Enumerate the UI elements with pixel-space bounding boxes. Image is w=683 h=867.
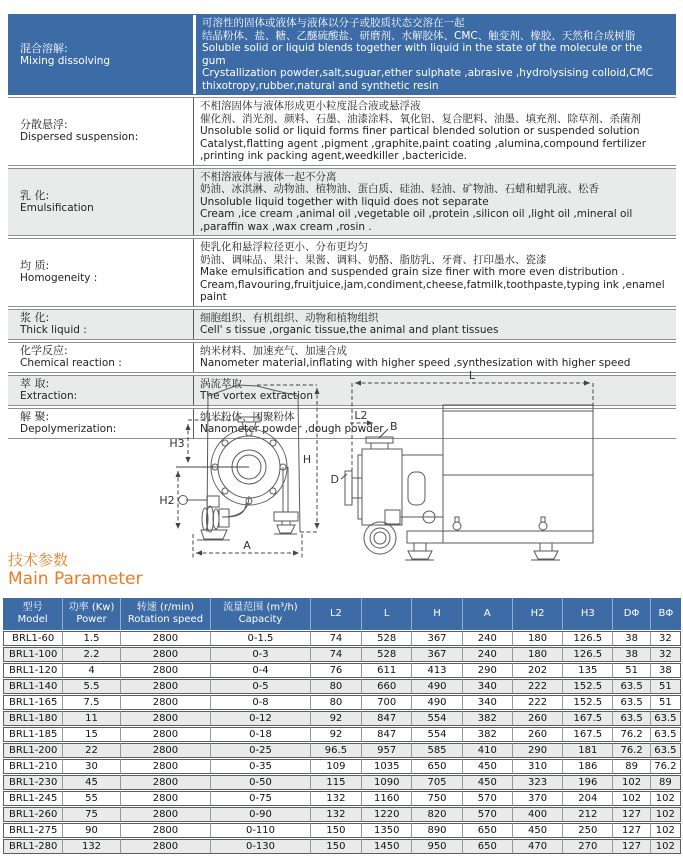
param-cell: 240: [463, 647, 513, 662]
param-cell: 554: [412, 727, 462, 742]
param-col-header-en: Model: [17, 614, 48, 625]
param-cell: 126.5: [563, 647, 613, 662]
param-cell: 0-130: [211, 839, 311, 854]
function-description-cell: [193, 169, 676, 236]
param-cell: 30: [63, 759, 120, 774]
function-description-line: The vortex extraction: [200, 390, 314, 402]
param-cell: 63.5: [613, 695, 650, 710]
param-cell: 847: [362, 711, 412, 726]
param-col-header: L: [362, 598, 412, 630]
bottom-flange: [364, 522, 396, 554]
param-cell: 5.5: [63, 679, 120, 694]
param-cell: 74: [311, 647, 362, 662]
param-cell: 76: [311, 663, 362, 678]
param-cell: 570: [463, 791, 513, 806]
outlet-elbow: [222, 496, 249, 517]
param-cell: 102: [613, 775, 650, 790]
param-cell: 700: [362, 695, 412, 710]
function-description-line: 纳米粉体、团聚粉体: [200, 410, 295, 423]
function-label-cell: [8, 169, 193, 236]
param-cell: 2800: [121, 775, 212, 790]
param-col-header-zh: 转速 (r/min): [136, 602, 195, 613]
function-label-zh: 均 质:: [20, 259, 50, 273]
param-cell: 0-12: [211, 711, 311, 726]
function-label-zh: 萃 取:: [20, 377, 50, 390]
param-cell: 323: [513, 775, 563, 790]
param-cell: 528: [362, 647, 412, 662]
dim-label-h: H: [302, 453, 312, 466]
function-label-zh: 解 聚:: [20, 410, 50, 423]
param-cell: 1450: [362, 839, 412, 854]
param-cell: 750: [412, 791, 462, 806]
param-cell: 63.5: [651, 711, 681, 726]
param-cell: 45: [63, 775, 120, 790]
param-cell: 2800: [121, 711, 212, 726]
model-cell: BRL1-245: [3, 791, 63, 806]
param-cell: 38: [613, 631, 650, 646]
param-cell: 80: [311, 679, 362, 694]
param-cell: 127: [613, 823, 650, 838]
param-cell: 450: [513, 823, 563, 838]
param-cell: 1090: [362, 775, 412, 790]
param-cell: 957: [362, 743, 412, 758]
table-row: [3, 823, 681, 838]
param-cell: 51: [613, 663, 650, 678]
table-row: [3, 647, 681, 662]
function-label-zh: 化学反应:: [20, 344, 68, 357]
param-cell: 135: [563, 663, 613, 678]
function-label-en: Extraction:: [20, 390, 78, 402]
table-row: [3, 679, 681, 694]
param-col-header: L2: [311, 598, 362, 630]
table-row: [3, 743, 681, 758]
param-cell: 75: [63, 807, 120, 822]
param-cell: 660: [362, 679, 412, 694]
function-description-line: Unsoluble solid or liquid forms finer partical blended solution or suspended solution: [200, 125, 640, 137]
top-inlet-flange: [238, 417, 260, 422]
dim-label-b: B: [390, 420, 398, 433]
param-cell: 63.5: [613, 711, 650, 726]
function-label-zh: 分散悬浮:: [20, 118, 68, 132]
param-cell: 528: [362, 631, 412, 646]
param-cell: 74: [311, 631, 362, 646]
function-description-cell: [193, 310, 676, 339]
param-cell: 2800: [121, 807, 212, 822]
function-description-line: Nanometer powder ,dough powder: [200, 423, 384, 435]
param-cell: 250: [563, 823, 613, 838]
param-cell: 290: [463, 663, 513, 678]
param-cell: 76.2: [613, 727, 650, 742]
param-cell: 2800: [121, 759, 212, 774]
param-cell: 367: [412, 631, 462, 646]
param-cell: 63.5: [651, 743, 681, 758]
param-cell: 92: [311, 711, 362, 726]
param-col-header-en: Power: [76, 614, 107, 625]
param-cell: 0-4: [211, 663, 311, 678]
param-cell: 2800: [121, 679, 212, 694]
table-row: [3, 807, 681, 822]
function-label-cell: [8, 15, 193, 94]
param-cell: 310: [513, 759, 563, 774]
param-cell: 413: [412, 663, 462, 678]
param-cell: 132: [311, 791, 362, 806]
param-cell: 127: [613, 839, 650, 854]
param-cell: 367: [412, 647, 462, 662]
function-description-line: 使乳化和悬浮粒径更小、分布更均匀: [200, 241, 368, 253]
function-row: [8, 97, 676, 166]
param-cell: 89: [613, 759, 650, 774]
param-cell: 585: [412, 743, 462, 758]
param-cell: 0-3: [211, 647, 311, 662]
param-col-header-zh: 流量范围 (m³/h): [223, 602, 298, 613]
param-cell: 152.5: [563, 695, 613, 710]
param-cell: 89: [651, 775, 681, 790]
function-description-line: Cell' s tissue ,organic tissue,the animal and plant tissues: [200, 324, 499, 336]
table-row: [3, 775, 681, 790]
table-row: [3, 727, 681, 742]
param-cell: 2800: [121, 663, 212, 678]
model-cell: BRL1-120: [3, 663, 63, 678]
param-cell: 150: [311, 823, 362, 838]
param-cell: 847: [362, 727, 412, 742]
function-label-zh: 浆 化:: [20, 311, 50, 324]
param-cell: 340: [463, 695, 513, 710]
param-cell: 650: [412, 759, 462, 774]
outlet-flange: [345, 471, 352, 505]
param-col-header: [121, 598, 212, 630]
param-cell: 132: [311, 807, 362, 822]
function-description-line: 奶油、冰淇淋、动物油、植物油、蛋白质、硅油、轻油、矿物油、石蜡和蜡乳液、松香: [200, 183, 599, 195]
param-cell: 0-110: [211, 823, 311, 838]
param-cell: 0-25: [211, 743, 311, 758]
function-label-en: Thick liquid :: [20, 324, 87, 336]
param-cell: 152.5: [563, 679, 613, 694]
param-cell: 180: [513, 631, 563, 646]
param-cell: 102: [651, 839, 681, 854]
param-cell: 80: [311, 695, 362, 710]
param-cell: 4: [63, 663, 120, 678]
function-row: [8, 14, 676, 95]
param-cell: 0-75: [211, 791, 311, 806]
param-cell: 167.5: [563, 727, 613, 742]
model-cell: BRL1-140: [3, 679, 63, 694]
param-cell: 204: [563, 791, 613, 806]
param-cell: 222: [513, 695, 563, 710]
param-cell: 290: [513, 743, 563, 758]
param-cell: 180: [513, 647, 563, 662]
param-cell: 340: [463, 679, 513, 694]
param-cell: 400: [513, 807, 563, 822]
dim-label-l: L: [468, 369, 476, 382]
model-cell: BRL1-280: [3, 839, 63, 854]
param-cell: 450: [463, 759, 513, 774]
function-label-zh: 乳 化:: [20, 188, 50, 202]
param-cell: 32: [651, 631, 681, 646]
model-cell: BRL1-185: [3, 727, 63, 742]
param-cell: 51: [651, 695, 681, 710]
param-cell: 554: [412, 711, 462, 726]
param-cell: 63.5: [613, 679, 650, 694]
table-row: [3, 791, 681, 806]
function-description-line: Soluble solid or liquid blends together with liquid in the state of the molecule or the gum: [202, 42, 643, 67]
param-col-header-zh: 功率 (Kw): [68, 602, 115, 613]
motor-body: [443, 405, 593, 543]
param-cell: 76.2: [651, 759, 681, 774]
function-label-cell: [8, 98, 193, 165]
param-cell: 11: [63, 711, 120, 726]
function-description-line: 可溶性的固体或液体与液体以分子或胶质状态交溶在一起: [202, 17, 465, 29]
param-cell: 102: [651, 807, 681, 822]
param-cell: 1350: [362, 823, 412, 838]
param-col-header: H3: [563, 598, 613, 630]
param-cell: 2800: [121, 631, 212, 646]
function-description-line: Make emulsification and suspended grain size finer with more even distribution .: [200, 266, 625, 278]
param-cell: 38: [613, 647, 650, 662]
param-cell: 0-5: [211, 679, 311, 694]
param-cell: 22: [63, 743, 120, 758]
function-label-en: Depolymerization:: [20, 423, 117, 435]
section-heading: [8, 551, 142, 589]
param-cell: 1160: [362, 791, 412, 806]
function-description-line: 纳米材料、加速充气、加速合成: [200, 344, 347, 357]
param-cell: 55: [63, 791, 120, 806]
param-cell: 212: [563, 807, 613, 822]
param-cell: 370: [513, 791, 563, 806]
param-cell: 102: [613, 791, 650, 806]
function-description-cell: [196, 15, 676, 94]
function-row: [8, 309, 676, 340]
param-cell: 570: [463, 807, 513, 822]
model-cell: BRL1-200: [3, 743, 63, 758]
param-cell: 186: [563, 759, 613, 774]
function-label-zh: 混合溶解:: [20, 41, 68, 55]
function-label-cell: [8, 310, 193, 339]
function-description-cell: [193, 239, 676, 306]
function-label-cell: [8, 239, 193, 306]
model-cell: BRL1-100: [3, 647, 63, 662]
function-row: [8, 168, 676, 237]
param-cell: 15: [63, 727, 120, 742]
param-cell: 410: [463, 743, 513, 758]
model-cell: BRL1-180: [3, 711, 63, 726]
param-cell: 0-8: [211, 695, 311, 710]
param-cell: 51: [651, 679, 681, 694]
base-plate: [407, 531, 593, 543]
param-cell: 260: [513, 727, 563, 742]
param-cell: 2800: [121, 727, 212, 742]
param-col-header: [63, 598, 120, 630]
dim-label-d: D: [330, 473, 339, 486]
param-cell: 382: [463, 711, 513, 726]
param-cell: 2800: [121, 839, 212, 854]
function-description-line: thixotropy,rubber,natural and synthetic resin: [202, 79, 439, 92]
function-label-en: Emulsification: [20, 201, 94, 214]
param-cell: 7.5: [63, 695, 120, 710]
param-col-header-en: Capacity: [238, 614, 283, 625]
param-cell: 650: [463, 839, 513, 854]
function-description-line: 不相溶液体与液体一起不分离: [200, 170, 337, 183]
parameter-table-header-row: [3, 598, 681, 630]
function-description-line: Catalyst,flatting agent ,pigment ,graphite,paint coating ,alumina,compound fertilizer ,printing ink packing agent,weedkiller ,bactericide.: [200, 137, 647, 162]
pump-head: [362, 449, 402, 525]
param-cell: 270: [563, 839, 613, 854]
function-row: [8, 238, 676, 307]
param-cell: 2800: [121, 647, 212, 662]
param-cell: 181: [563, 743, 613, 758]
model-cell: BRL1-275: [3, 823, 63, 838]
technical-drawing: [0, 356, 683, 568]
param-cell: 705: [412, 775, 462, 790]
param-col-header: DΦ: [613, 598, 650, 630]
param-cell: 0-18: [211, 727, 311, 742]
table-row: [3, 663, 681, 678]
param-col-header: [3, 598, 63, 630]
param-cell: 0-35: [211, 759, 311, 774]
model-cell: BRL1-230: [3, 775, 63, 790]
param-cell: 450: [463, 775, 513, 790]
param-cell: 890: [412, 823, 462, 838]
param-cell: 611: [362, 663, 412, 678]
param-col-header: H: [412, 598, 462, 630]
param-cell: 2800: [121, 823, 212, 838]
param-cell: 92: [311, 727, 362, 742]
param-cell: 150: [311, 839, 362, 854]
section-title-zh: 技术参数: [8, 551, 69, 569]
param-cell: 222: [513, 679, 563, 694]
param-cell: 0-50: [211, 775, 311, 790]
function-description-cell: [193, 98, 676, 165]
function-description-line: Crystallization powder,salt,suguar,ether sulphate ,abrasive ,hydrolysising colloid,CMC: [202, 67, 653, 79]
param-cell: 32: [651, 647, 681, 662]
param-cell: 470: [513, 839, 563, 854]
param-cell: 382: [463, 727, 513, 742]
function-description-line: Cream,flavouring,fruitjuice,jam,condiment,cheese,fatmilk,toothpaste,typing ink ,enamel paint: [200, 278, 665, 303]
param-col-header: H2: [513, 598, 563, 630]
model-cell: BRL1-260: [3, 807, 63, 822]
table-row: [3, 711, 681, 726]
function-label-en: Chemical reaction :: [20, 357, 122, 369]
param-cell: 2.2: [63, 647, 120, 662]
param-cell: 490: [412, 679, 462, 694]
function-description-line: 催化剂、消光剂、颜料、石墨、油漆涂料、氧化铝、复合肥料、油墨、填充剂、除草剂、杀菌剂: [200, 112, 641, 125]
parameter-table: [3, 597, 681, 855]
param-cell: 650: [463, 823, 513, 838]
param-cell: 1220: [362, 807, 412, 822]
model-cell: BRL1-210: [3, 759, 63, 774]
param-cell: 240: [463, 631, 513, 646]
dim-label-h2: H2: [159, 494, 175, 507]
param-cell: 63.5: [651, 727, 681, 742]
table-row: [3, 759, 681, 774]
function-label-en: Dispersed suspension:: [20, 131, 139, 144]
param-cell: 115: [311, 775, 362, 790]
param-cell: 1035: [362, 759, 412, 774]
param-cell: 167.5: [563, 711, 613, 726]
param-cell: 950: [412, 839, 462, 854]
param-cell: 102: [651, 791, 681, 806]
model-cell: BRL1-165: [3, 695, 63, 710]
param-col-header-zh: 型号: [22, 602, 43, 613]
param-cell: 127: [613, 807, 650, 822]
param-cell: 2800: [121, 743, 212, 758]
dim-label-l2: L2: [354, 409, 368, 422]
dim-label-h3: H3: [169, 437, 185, 450]
param-cell: 96.5: [311, 743, 362, 758]
param-cell: 76.2: [613, 743, 650, 758]
pump-drawing-svg: [0, 356, 683, 568]
param-cell: 196: [563, 775, 613, 790]
function-description-line: Nanometer material,inflating with higher speed ,synthesization with higher speed: [200, 357, 631, 369]
param-cell: 202: [513, 663, 563, 678]
param-cell: 38: [651, 663, 681, 678]
param-col-header: BΦ: [651, 598, 681, 630]
param-cell: 1.5: [63, 631, 120, 646]
param-cell: 820: [412, 807, 462, 822]
function-description-line: 不相溶固体与液体形成更小粒度混合液或悬浮液: [200, 100, 421, 112]
function-description-line: 涡流萃取: [200, 377, 242, 390]
param-cell: 90: [63, 823, 120, 838]
function-description-line: Unsoluble liquid together with liquid does not separate: [200, 195, 489, 208]
dim-label-a: A: [243, 539, 251, 552]
param-cell: 126.5: [563, 631, 613, 646]
param-cell: 109: [311, 759, 362, 774]
function-description-line: 奶油、调味品、果汁、果酱、调料、奶酪、脂肪乳、牙膏、打印墨水、瓷漆: [200, 253, 547, 266]
param-col-header-en: Rotation speed: [127, 614, 204, 625]
param-cell: 2800: [121, 695, 212, 710]
section-title-en: Main Parameter: [8, 569, 143, 589]
table-row: [3, 839, 681, 854]
function-description-line: 结晶粉体、盐、糖、乙醚硫酸盐、研磨剂、水解胶体、CMC、触变剂、橡胶、天然和合成树脂: [202, 29, 636, 42]
model-cell: BRL1-60: [3, 631, 63, 646]
param-cell: 0-90: [211, 807, 311, 822]
param-cell: 260: [513, 711, 563, 726]
table-row: [3, 631, 681, 646]
param-cell: 132: [63, 839, 120, 854]
function-label-en: Mixing dissolving: [20, 54, 111, 67]
param-cell: 2800: [121, 791, 212, 806]
function-label-en: Homogeneity :: [20, 272, 98, 285]
param-cell: 102: [651, 823, 681, 838]
param-cell: 0-1.5: [211, 631, 311, 646]
param-col-header: [211, 598, 311, 630]
param-col-header: A: [463, 598, 513, 630]
param-cell: 490: [412, 695, 462, 710]
function-description-line: Cream ,ice cream ,animal oil ,vegetable oil ,protein ,silicon oil ,light oil ,mineral oil ,paraffin wax ,wax cream ,rosin .: [200, 208, 633, 233]
function-description-line: 细胞组织、有机组织、动物和植物组织: [200, 311, 379, 324]
table-row: [3, 695, 681, 710]
